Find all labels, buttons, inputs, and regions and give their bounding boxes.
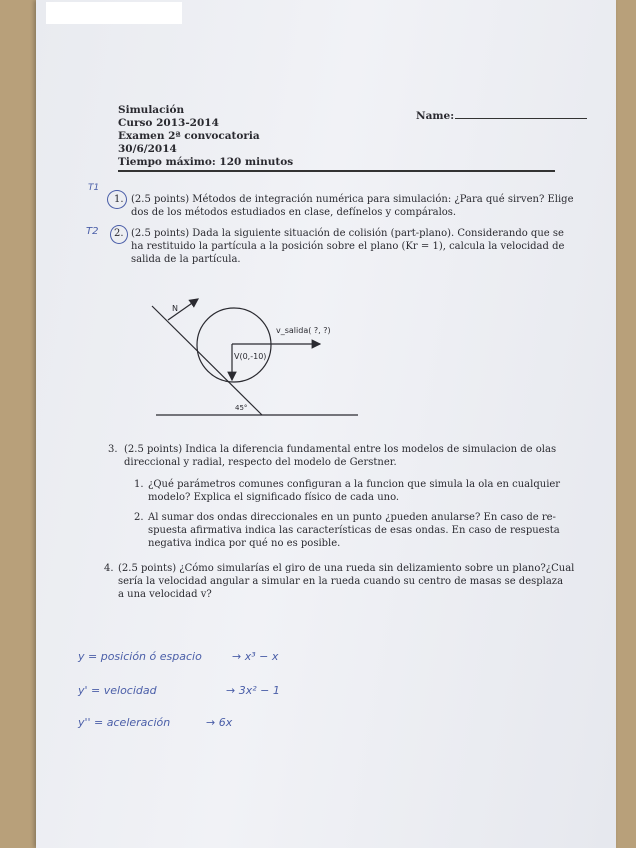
- particle-circle: [197, 308, 271, 382]
- note-row1-right: → x³ − x: [232, 650, 279, 663]
- q3-number: 3.: [108, 444, 118, 455]
- note-row2-left: y' = velocidad: [78, 684, 157, 697]
- q3-sub2-line-3: negativa indica por qué no es posible.: [148, 538, 341, 549]
- q1-line-1: (2.5 points) Métodos de integración numérica para simulación: ¿Para qué sirven? Elige: [131, 194, 574, 205]
- q2-line-3: salida de la partícula.: [131, 254, 241, 265]
- q2-margin-note: T2: [86, 226, 99, 237]
- q4-line-1: (2.5 points) ¿Cómo simularías el giro de una rueda sin delizamiento sobre un plano?¿Cual: [118, 563, 575, 574]
- q3-sub2-line-1: Al sumar dos ondas direccionales en un punto ¿pueden anularse? En caso de re-: [148, 512, 556, 523]
- q3-sub1-line-2: modelo? Explica el significado físico de cada uno.: [148, 492, 400, 503]
- course-title: Simulación: [118, 104, 185, 116]
- name-label: Name:: [416, 110, 455, 122]
- time-limit: Tiempo máximo: 120 minutos: [118, 156, 294, 168]
- note-row3-right: → 6x: [206, 716, 233, 729]
- q3-sub1-line-1: ¿Qué parámetros comunes configuran a la funcion que simula la ola en cualquier: [148, 479, 561, 490]
- q4-number: 4.: [104, 563, 114, 574]
- q3-line-2: direccional y radial, respecto del modelo de Gerstner.: [124, 457, 397, 468]
- q2-line-2: ha restituido la partícula a la posición sobre el plano (Kr = 1), calcula la velocidad de: [131, 241, 565, 252]
- q3-sub1-number: 1.: [134, 479, 144, 490]
- q2-line-1: (2.5 points) Dada la siguiente situación de colisión (part-plano). Considerando que se: [131, 228, 564, 239]
- note-row1-left: y = posición ó espacio: [78, 650, 202, 663]
- q2-number: 2.: [114, 228, 124, 239]
- note-row2-right: → 3x² − 1: [226, 684, 280, 697]
- outgoing-velocity-label: v_salida( ?, ?): [276, 326, 331, 335]
- normal-label: N: [172, 304, 178, 313]
- q4-line-3: a una velocidad v?: [118, 589, 212, 600]
- q1-line-2: dos de los métodos estudiados en clase, defínelos y compáralos.: [131, 207, 457, 218]
- q3-sub2-line-2: spuesta afirmativa indica las características de esas ondas. En caso de respuesta: [148, 525, 560, 536]
- q1-margin-note: T1: [88, 183, 100, 193]
- q3-sub2-number: 2.: [134, 512, 144, 523]
- q1-number: 1.: [114, 194, 124, 205]
- exam-date: 30/6/2014: [118, 143, 177, 155]
- angle-label: 45°: [235, 404, 248, 412]
- course-year: Curso 2013-2014: [118, 117, 219, 129]
- q4-line-2: sería la velocidad angular a simular en la rueda cuando su centro de masas se desplaza: [118, 576, 564, 587]
- exam-title: Examen 2ª convocatoria: [118, 130, 260, 142]
- note-row3-left: y'' = aceleración: [78, 716, 171, 729]
- incoming-velocity-label: V(0,-10): [234, 352, 267, 361]
- q3-line-1: (2.5 points) Indica la diferencia fundamental entre los modelos de simulacion de olas: [124, 444, 557, 455]
